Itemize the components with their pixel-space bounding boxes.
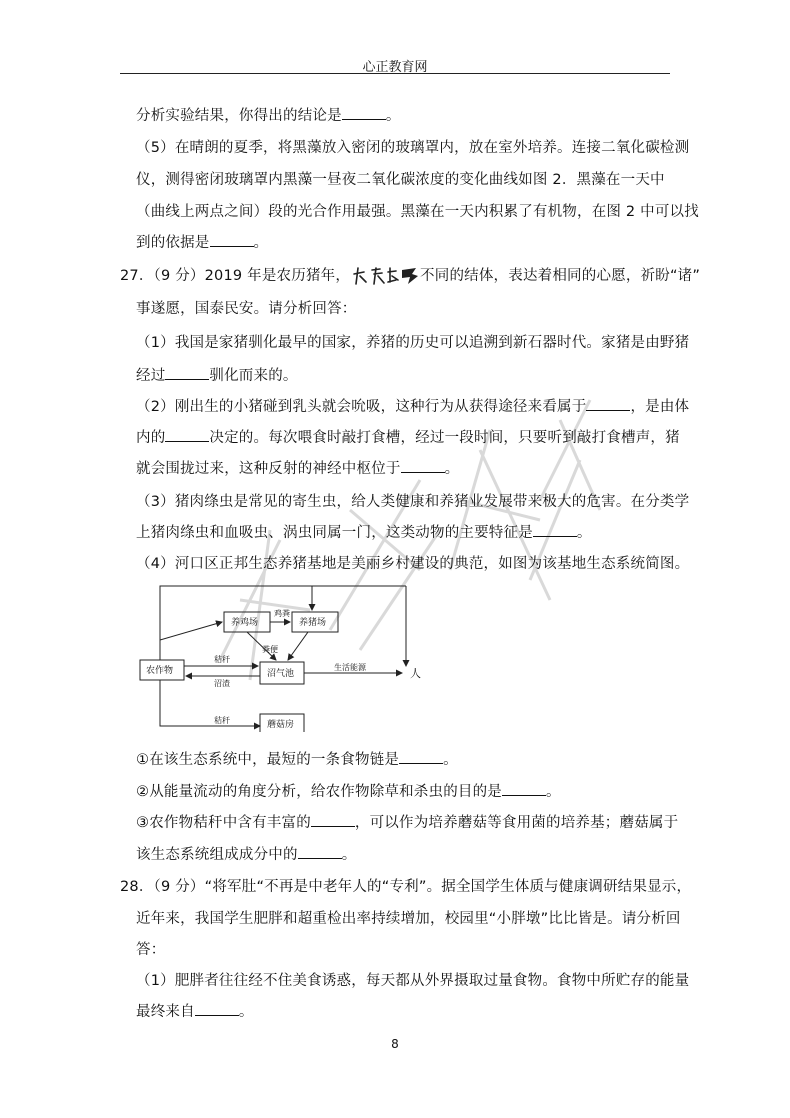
box-label: 养鸡场 [231,618,259,628]
question-27-line [120,264,700,288]
answer-blank[interactable] [165,429,209,442]
answer-blank[interactable] [401,460,445,473]
text-line: 近年来，我国学生肥胖和超重检出率持续增加，校园里“小胖墩”比比皆是。请分析回 [136,911,681,927]
answer-blank[interactable] [165,367,209,380]
page-header-title: 心正教育网 [362,60,428,75]
line-text: 该生态系统组成成分中的 [136,847,298,863]
line-text: 经过 [136,368,166,384]
text-line [136,457,459,478]
arrow-label: 秸秆 [214,716,230,725]
text-line [136,843,356,864]
box-label: 人 [410,667,421,680]
line-text: 。 [238,1004,254,1020]
line-text: 分析实验结果，你得出的结论是 [136,108,342,124]
text-line: （1）肥胖者往往经不住美食诱惑，每天都从外界摄取过量食物。食物中所贮存的能量 [136,973,690,989]
answer-blank[interactable] [298,846,342,859]
outer-bottom-arrow [160,680,260,726]
page-number: 8 [391,1037,399,1051]
pig-to-biogas-arrow [288,632,308,660]
line-text: 。 [385,108,401,124]
text-line [136,811,678,832]
box-label: 养猪场 [299,618,327,628]
answer-blank[interactable] [399,751,443,764]
question-27-intro: 27．（9 分）2019 年是农历猪年， [120,268,351,284]
line-text: 上猪肉绦虫和血吸虫、涡虫同属一门，这类动物的主要特征是 [136,525,533,541]
arrow-label: 粪便 [262,645,278,654]
line-text: 最终来自 [136,1004,195,1020]
line-text: ，是由体 [630,399,690,415]
text-line [136,364,298,385]
question-28-line: 28．（9 分）“将军肚“不再是中老年人的“专利”。据全国学生体质与健康调研结果显示， [120,879,692,895]
header-rule [120,73,670,74]
text-line: （3）猪肉绦虫是常见的寄生虫，给人类健康和养猪业发展带来极大的危害。在分类学 [136,494,690,510]
text-line: （1）我国是家猪驯化最早的国家，养猪的历史可以追溯到新石器时代。家猪是由野猪 [136,335,690,351]
line-text: 内的 [136,430,166,446]
line-text: 。 [443,752,458,768]
text-line [136,521,592,542]
line-text: （2）刚出生的小猪碰到乳头就会吮吸，这种行为从获得途径来看属于 [136,399,587,415]
arrow-label: 生活能源 [334,663,366,672]
crops-to-chicken-arrow [160,622,222,660]
line-text: 到的依据是 [136,235,210,251]
line-text: 驯化而来的。 [209,368,298,384]
ecosystem-diagram [136,580,426,732]
line-text: ②从能量流动的角度分析，给农作物除草和杀虫的目的是 [136,784,502,800]
text-line: （曲线上两点之间）段的光合作用最强。黑藻在一天内积累了有机物，在图 2 中可以找 [136,204,699,220]
text-line [136,1000,254,1021]
line-text: 。 [444,461,460,477]
answer-blank[interactable] [195,1003,239,1016]
line-text: ①在该生态系统中，最短的一条食物链是 [136,752,400,768]
line-text: ③农作物秸秆中含有丰富的 [136,815,311,831]
arrow-label: 沼渣 [214,679,230,688]
line-text: ，可以作为培养蘑菇等食用菌的培养基；蘑菇属于 [354,815,679,831]
answer-blank[interactable] [502,783,546,796]
answer-blank[interactable] [210,234,254,247]
line-text: 。 [341,847,357,863]
text-line: （4）河口区正邦生态养猪基地是美丽乡村建设的典范，如图为该基地生态系统简图。 [136,556,690,572]
box-label: 沼气池 [267,669,295,679]
text-line [136,780,561,801]
question-27-text: 不同的结体，表达着相同的心愿，祈盼“诸” [420,268,701,284]
answer-blank[interactable] [342,107,386,120]
arrow-label: 鸡粪 [274,609,290,618]
line-text: 决定的。每次喂食时敲打食槽，经过一段时间，只要听到敲打食槽声，猪 [209,430,680,446]
text-line: 答： [136,942,166,958]
box-label: 农作物 [146,666,174,676]
line-text: 就会围拢过来，这种反射的神经中枢位于 [136,461,401,477]
answer-blank[interactable] [311,814,355,827]
text-line [136,231,268,252]
box-label: 蘑菇房 [267,720,295,730]
line-text: 。 [253,235,269,251]
pig-calligraphy-image [350,264,420,288]
text-line: 事遂愿，国泰民安。请分析回答： [136,301,357,317]
arrow-label: 秸秆 [214,655,230,664]
answer-blank[interactable] [586,398,630,411]
line-text: 。 [576,525,592,541]
text-line: （5）在晴朗的夏季，将黑藻放入密闭的玻璃罩内，放在室外培养。连接二氧化碳检测 [136,140,690,156]
text-line [136,395,689,416]
text-line [136,748,458,769]
answer-blank[interactable] [533,524,577,537]
text-line: 仪，测得密闭玻璃罩内黑藻一昼夜二氧化碳浓度的变化曲线如图 2．黑藻在一天中 [136,172,665,188]
line-text: 。 [546,784,561,800]
text-line [136,426,680,447]
text-line [136,104,401,125]
